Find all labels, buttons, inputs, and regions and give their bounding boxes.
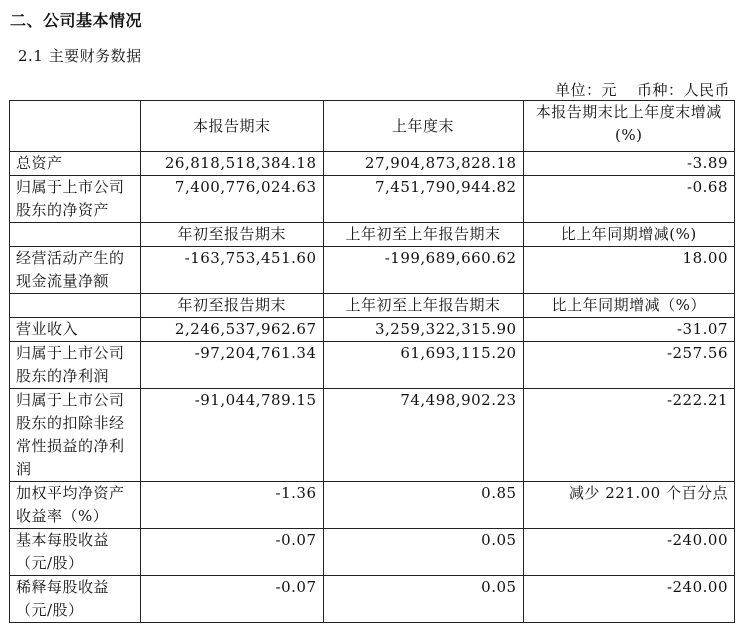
value-cell: 27,904,873,828.18: [323, 152, 523, 176]
financial-data-table: [9, 100, 735, 623]
table-row: [10, 342, 735, 389]
value-cell: 18.00: [523, 247, 734, 294]
value-cell: 3,259,322,315.90: [323, 318, 523, 342]
header-cell: 本报告期末比上年度末增减(%): [523, 101, 734, 152]
row-label: 基本每股收益（元/股）: [10, 529, 141, 576]
unit-line: [555, 79, 730, 100]
row-label: 稀释每股收益（元/股）: [10, 576, 141, 623]
table-subheader-row: [10, 223, 735, 247]
value-cell: -240.00: [523, 576, 734, 623]
value-cell: 7,400,776,024.63: [140, 176, 323, 223]
value-cell: -3.89: [523, 152, 734, 176]
table-row: [10, 389, 735, 482]
currency-label: 币种：人民币: [636, 81, 730, 99]
value-cell: 74,498,902.23: [323, 389, 523, 482]
header-cell: 比上年同期增减（%）: [523, 294, 734, 318]
row-label: 归属于上市公司股东的净资产: [10, 176, 141, 223]
section-title: 二、公司基本情况: [10, 11, 143, 30]
value-cell: 7,451,790,944.82: [323, 176, 523, 223]
value-cell: -199,689,660.62: [323, 247, 523, 294]
value-cell: 0.05: [323, 529, 523, 576]
value-cell: -0.07: [140, 529, 323, 576]
value-cell: -97,204,761.34: [140, 342, 323, 389]
table-header-row: [10, 101, 735, 152]
header-cell: 上年初至上年报告期末: [323, 294, 523, 318]
value-cell: 26,818,518,384.18: [140, 152, 323, 176]
value-cell: 2,246,537,962.67: [140, 318, 323, 342]
header-cell: 上年初至上年报告期末: [323, 223, 523, 247]
header-cell: 上年度末: [323, 101, 523, 152]
row-label: 经营活动产生的现金流量净额: [10, 247, 141, 294]
header-cell: 本报告期末: [140, 101, 323, 152]
value-cell: -0.07: [140, 576, 323, 623]
table-row: [10, 152, 735, 176]
header-empty-cell: [10, 294, 141, 318]
value-cell: 61,693,115.20: [323, 342, 523, 389]
table-row: [10, 576, 735, 623]
subsection-title: 2.1 主要财务数据: [18, 47, 142, 65]
row-label: 加权平均净资产收益率（%）: [10, 482, 141, 529]
table-row: [10, 482, 735, 529]
table-row: [10, 529, 735, 576]
value-cell: -31.07: [523, 318, 734, 342]
table-subheader-row: [10, 294, 735, 318]
value-cell: -163,753,451.60: [140, 247, 323, 294]
row-label: 营业收入: [10, 318, 141, 342]
header-cell: 年初至报告期末: [140, 223, 323, 247]
value-cell: 0.85: [323, 482, 523, 529]
header-empty-cell: [10, 101, 141, 152]
header-empty-cell: [10, 223, 141, 247]
value-cell: 减少 221.00 个百分点: [523, 482, 734, 529]
unit-label: 单位：元: [554, 81, 617, 99]
row-label: 总资产: [10, 152, 141, 176]
header-cell: 年初至报告期末: [140, 294, 323, 318]
table-row: [10, 318, 735, 342]
row-label: 归属于上市公司股东的净利润: [10, 342, 141, 389]
row-label: 归属于上市公司股东的扣除非经常性损益的净利润: [10, 389, 141, 482]
table-row: [10, 176, 735, 223]
header-cell: 比上年同期增减(%): [523, 223, 734, 247]
value-cell: 0.05: [323, 576, 523, 623]
value-cell: -91,044,789.15: [140, 389, 323, 482]
value-cell: -257.56: [523, 342, 734, 389]
value-cell: -0.68: [523, 176, 734, 223]
value-cell: -1.36: [140, 482, 323, 529]
table-row: [10, 247, 735, 294]
value-cell: -240.00: [523, 529, 734, 576]
value-cell: -222.21: [523, 389, 734, 482]
